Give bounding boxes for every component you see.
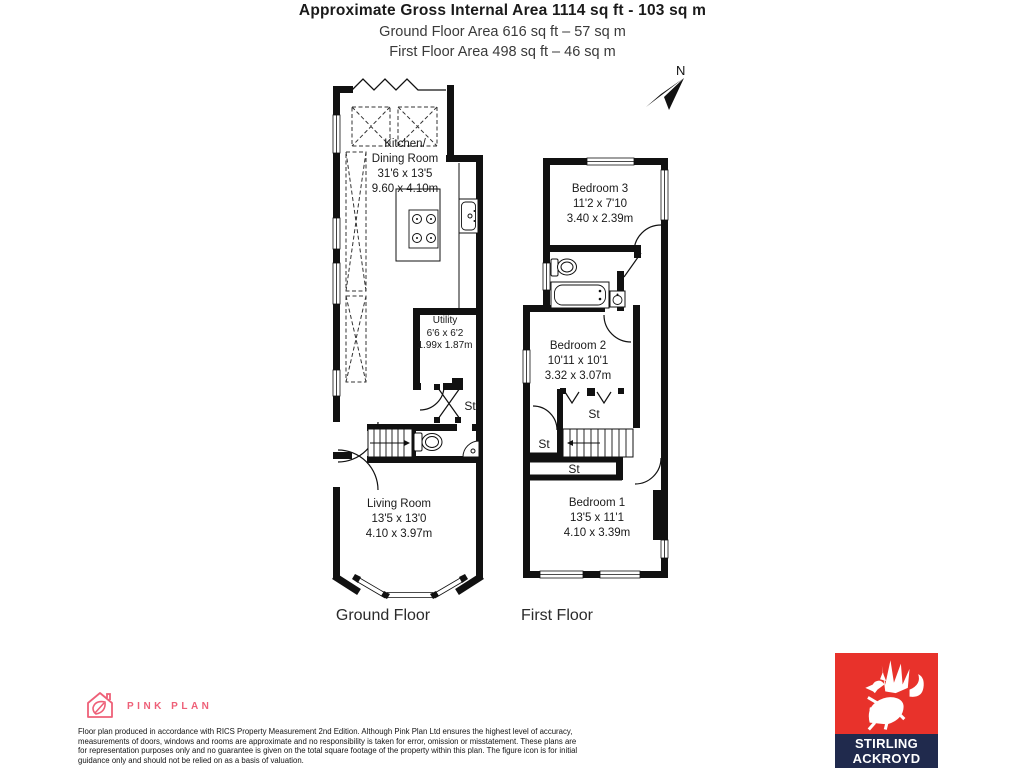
ground-stairs — [368, 429, 412, 457]
agent-wordmark — [835, 734, 938, 768]
toilet-icon — [551, 259, 577, 276]
north-label: N — [676, 63, 686, 78]
griffin-icon — [841, 655, 933, 733]
first-storage-left-label: St — [538, 437, 550, 451]
toilet-icon — [414, 433, 442, 451]
pinkplan-house-leaf-icon — [83, 688, 117, 722]
title-block — [0, 2, 1005, 60]
first-stairs — [563, 429, 633, 457]
utility-door-arc — [420, 386, 444, 410]
first-storage-band-label: St — [568, 462, 580, 476]
utility-label: Utility 6'6 x 6'2 1.99x 1.87m — [417, 315, 473, 351]
bay-window — [334, 553, 482, 599]
zigzag-open-boundary — [352, 79, 446, 90]
wall-post — [634, 245, 641, 258]
north-arrow-icon — [638, 58, 700, 120]
ground-floor-caption: Ground Floor — [335, 607, 431, 624]
first-floor-caption: First Floor — [521, 607, 593, 624]
bath-icon — [551, 282, 609, 308]
agent-logo — [835, 653, 938, 768]
chimney-breast — [653, 490, 662, 540]
kitchen-dining-label: Kitchen/ Dining Room 31'6 x 13'5 9.60 x 4.10m — [371, 138, 439, 195]
first-storage-closet-label: St — [588, 407, 600, 421]
agent-wordmark-line2: ACKROYD — [852, 751, 921, 766]
ground-floor-area-subtitle: Ground Floor Area 616 sq ft – 57 sq m — [379, 24, 626, 40]
basin-icon — [610, 291, 625, 307]
agent-logo-red-panel — [835, 653, 938, 734]
corner-basin-icon — [463, 441, 479, 457]
disclaimer-text: Floor plan produced in accordance with RICS Property Measurement 2nd Edition. Although Pink Plan Ltd ensures the highest level of accuracy, measurements of doors, windows and rooms are approximate and no responsibility is taken for error, omission or misstatement. These plans are for representation purposes only and no guarantee is given on the total square footage of the property within this plan. The figure icon is for initial guidance only and should not be relied on as a basis of valuation. — [78, 727, 578, 766]
wall-post — [616, 458, 623, 480]
kitchen-sink-icon — [459, 163, 478, 308]
dashed-counter-units — [346, 152, 366, 382]
bedroom2-label: Bedroom 2 10'11 x 10'1 3.32 x 3.07m — [544, 340, 612, 382]
pinkplan-wordmark: PINK PLAN — [127, 701, 213, 712]
page-title: Approximate Gross Internal Area 1114 sq ft - 103 sq m — [298, 2, 707, 19]
kitchen-island — [396, 189, 440, 261]
bedroom1-label: Bedroom 1 13'5 x 11'1 4.10 x 3.39m — [563, 497, 631, 539]
first-floor-area-subtitle: First Floor Area 498 sq ft – 46 sq m — [389, 44, 616, 60]
ground-storage-label: St — [464, 399, 476, 413]
bedroom3-label: Bedroom 3 11'2 x 7'10 3.40 x 2.39m — [566, 183, 634, 225]
agent-wordmark-line1: STIRLING — [854, 736, 919, 751]
closet-bifold-doors — [560, 388, 624, 403]
living-room-label: Living Room 13'5 x 13'0 4.10 x 3.97m — [365, 498, 433, 540]
